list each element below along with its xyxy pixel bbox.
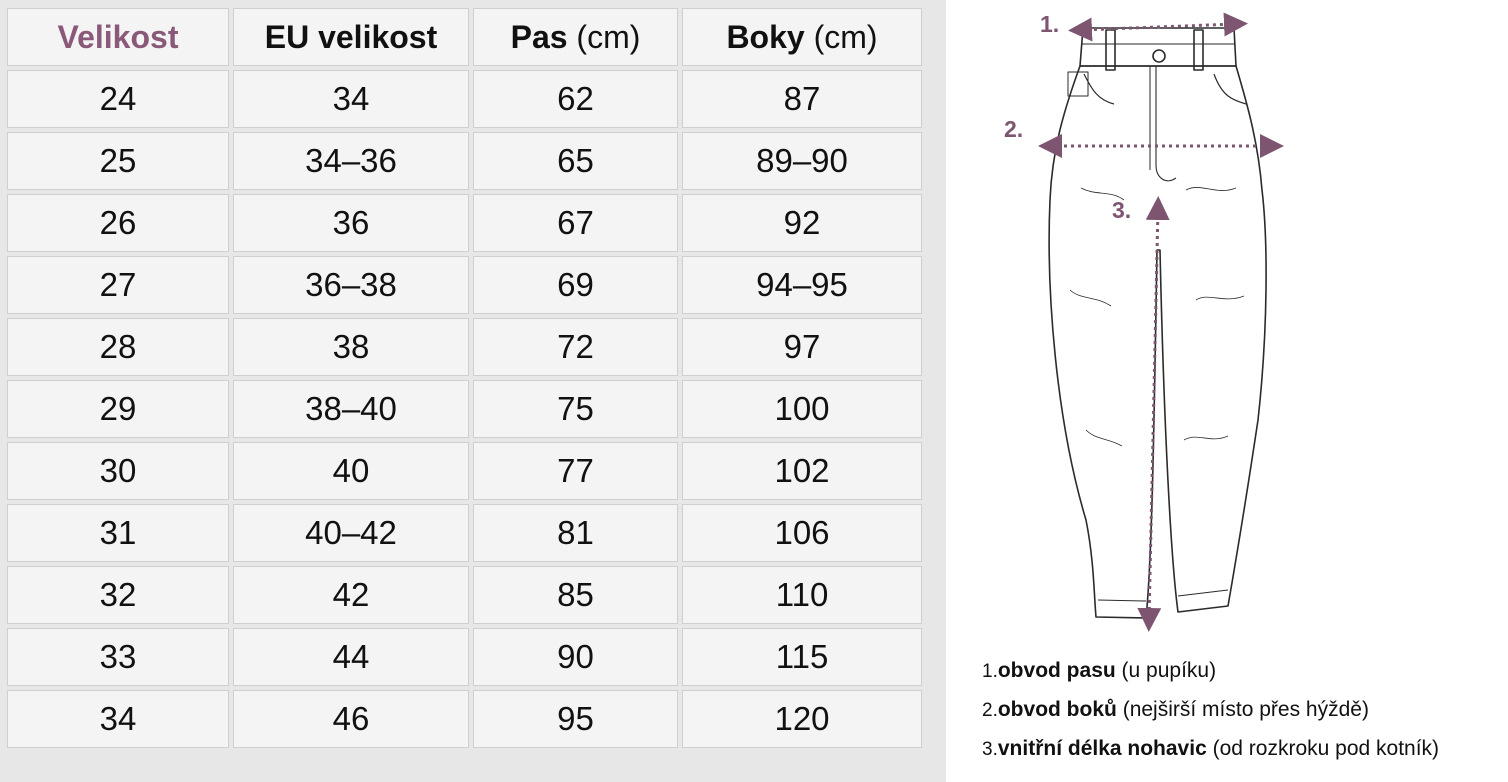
waist-measure-arrow: [1080, 24, 1236, 30]
waist-cell: 62: [473, 70, 678, 128]
header-hips: [682, 8, 922, 66]
hips-cell: 87: [682, 70, 922, 128]
waist-cell: 95: [473, 690, 678, 748]
legend-term: obvod boků: [997, 698, 1117, 721]
legend-term: obvod pasu: [997, 659, 1116, 682]
eu-size-cell: 40: [233, 442, 469, 500]
header-waist: [473, 8, 678, 66]
size-cell: 29: [7, 380, 229, 438]
eu-size-cell: 42: [233, 566, 469, 624]
waist-cell: 85: [473, 566, 678, 624]
legend-desc: (od rozkroku pod kotník): [1212, 737, 1440, 760]
eu-size-cell: 44: [233, 628, 469, 686]
hips-cell: 89–90: [682, 132, 922, 190]
header-waist-unit: (cm): [576, 18, 641, 55]
eu-size-cell: 36–38: [233, 256, 469, 314]
hips-cell: 102: [682, 442, 922, 500]
table-row: [7, 194, 922, 252]
eu-size-cell: 34–36: [233, 132, 469, 190]
eu-size-cell: 34: [233, 70, 469, 128]
size-cell: 28: [7, 318, 229, 376]
size-cell: 24: [7, 70, 229, 128]
size-table: [3, 4, 926, 752]
header-hips-unit: (cm): [813, 18, 878, 55]
legend-desc: (u pupíku): [1121, 659, 1217, 682]
waist-cell: 81: [473, 504, 678, 562]
header-hips-label: Boky: [726, 18, 805, 55]
waist-cell: 90: [473, 628, 678, 686]
table-body: [7, 70, 922, 748]
eu-size-cell: 38–40: [233, 380, 469, 438]
table-row: [7, 70, 922, 128]
table-row: [7, 504, 922, 562]
table-row: [7, 256, 922, 314]
table-row: [7, 442, 922, 500]
table-row: [7, 628, 922, 686]
header-eu-size-label: EU velikost: [264, 18, 438, 55]
legend-item-hips: [982, 691, 1502, 730]
jeans-outline: [1049, 28, 1266, 618]
waist-cell: 69: [473, 256, 678, 314]
waist-cell: 65: [473, 132, 678, 190]
legend-item-inseam: [982, 730, 1502, 769]
header-eu-size: [233, 8, 469, 66]
waist-cell: 67: [473, 194, 678, 252]
eu-size-cell: 40–42: [233, 504, 469, 562]
legend-desc: (nejširší místo přes hýždě): [1122, 698, 1369, 721]
measurement-legend: [982, 652, 1502, 769]
legend-term: vnitřní délka nohavic: [997, 737, 1207, 760]
hips-cell: 120: [682, 690, 922, 748]
waist-cell: 75: [473, 380, 678, 438]
jeans-illustration: [946, 0, 1508, 640]
header-size-label: Velikost: [57, 18, 179, 55]
legend-num: 3.: [982, 739, 998, 760]
hips-cell: 110: [682, 566, 922, 624]
size-cell: 26: [7, 194, 229, 252]
legend-item-waist: [982, 652, 1502, 691]
table-row: [7, 566, 922, 624]
hips-cell: 106: [682, 504, 922, 562]
marker-1: 1.: [1040, 11, 1060, 37]
header-size: [7, 8, 229, 66]
eu-size-cell: 36: [233, 194, 469, 252]
eu-size-cell: 46: [233, 690, 469, 748]
hips-cell: 92: [682, 194, 922, 252]
table-row: [7, 318, 922, 376]
size-cell: 25: [7, 132, 229, 190]
hips-cell: 94–95: [682, 256, 922, 314]
size-cell: 30: [7, 442, 229, 500]
table-header-row: [7, 8, 922, 66]
size-cell: 31: [7, 504, 229, 562]
header-waist-label: Pas: [510, 18, 568, 55]
table-row: [7, 690, 922, 748]
legend-num: 1.: [982, 661, 998, 682]
size-cell: 32: [7, 566, 229, 624]
size-cell: 34: [7, 690, 229, 748]
table-row: [7, 380, 922, 438]
hips-cell: 97: [682, 318, 922, 376]
eu-size-cell: 38: [233, 318, 469, 376]
hips-cell: 115: [682, 628, 922, 686]
hips-cell: 100: [682, 380, 922, 438]
size-cell: 27: [7, 256, 229, 314]
legend-num: 2.: [982, 700, 998, 721]
waist-cell: 77: [473, 442, 678, 500]
marker-3: 3.: [1112, 197, 1132, 223]
waist-cell: 72: [473, 318, 678, 376]
table-row: [7, 132, 922, 190]
size-cell: 33: [7, 628, 229, 686]
marker-2: 2.: [1004, 116, 1024, 142]
